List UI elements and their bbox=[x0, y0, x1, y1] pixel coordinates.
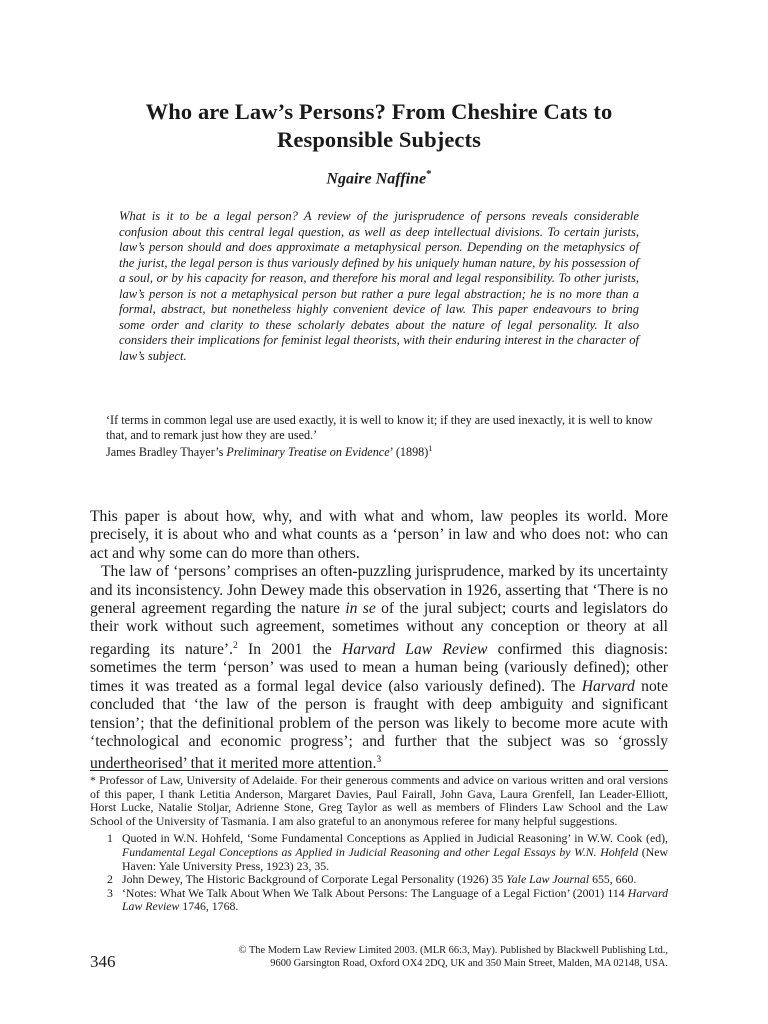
author-name: Ngaire Naffine bbox=[326, 170, 427, 188]
copyright-notice bbox=[160, 945, 668, 970]
body-paragraph-2: The law of ‘persons’ comprises an often-puzzling jurisprudence, marked by its uncertainty and its inconsistency. John Dewey made this observation in 1926, asserting that ‘There is no general agreement regarding the nature in se of the jural subject; courts and legislators do their work without such agreement, sometimes without any conception or theory at all regarding its nature’.$^2$ In 2001 the Harvard Law Review confirmed this diagnosis: sometimes the term ‘person’ was used to mean a human being (variously defined); other times it was treated as a formal legal device (also variously defined). The Harvard note concluded that ‘the law of the person is fraught with deep ambiguity and significant tension’; that the definitional problem of the person was likely to become more acute with ‘technological and economic progress’; and further that the subject was so ‘grossly undertheorised’ that it merited more attention.$^3$ bbox=[90, 563, 668, 773]
epigraph-attribution: James Bradley Thayer’s Preliminary Treatise on Evidence’ $(1898)^1$ bbox=[106, 444, 433, 460]
footnote-author: * Professor of Law, University of Adelaide. For their generous comments and advice on various written and oral versions of this paper, I thank Letitia Anderson, Margaret Davies, Paul Fairall, John Gava, Laura Grenfell, Ian Leader-Elliott, Horst Lucke, Natalie Stoljar, Adrienne Stone, Greg Taylor as well as members of Flinders Law School and the Law School of the University of Tasmania. I am also grateful to an anonymous referee for many helpful suggestions. bbox=[90, 773, 668, 828]
article-title-line-1: Who are Law’s Persons? From Cheshire Cats to bbox=[145, 99, 613, 124]
author-byline bbox=[90, 168, 668, 188]
epigraph-quote: ‘If terms in common legal use are used exactly, it is well to know it; if they are used inexactly, it is well to know that, and to remark just how they are used.’ bbox=[106, 413, 653, 442]
footnotes bbox=[90, 774, 668, 914]
footnote-divider bbox=[90, 770, 668, 771]
body-text bbox=[90, 508, 668, 774]
footnote-2: 2 John Dewey, The Historic Background of Corporate Legal Personality (1926) 35 Yale Law Journal 655, 660. bbox=[107, 872, 637, 887]
page-number: 346 bbox=[90, 952, 116, 971]
footnote-ref-1: 1 bbox=[428, 444, 433, 454]
footnote-ref-2: 2 bbox=[233, 640, 238, 651]
footnote-1: 1 Quoted in W.N. Hohfeld, ‘Some Fundamental Conceptions as Applied in Judicial Reasoning’ in W.W. Cook (ed), Fundamental Legal Conceptions as Applied in Judicial Reasoning and other Legal Essays by W.N. Hohfeld (New Haven: Yale University Press, 1923) 23, 35. bbox=[107, 831, 668, 873]
footnote-ref-3: 3 bbox=[376, 755, 382, 766]
body-paragraph-1: This paper is about how, why, and with what and whom, law peoples its world. More precisely, it is about who and what counts as a ‘person’ in law and who does not: who can act and why some can do more than others. bbox=[90, 508, 668, 562]
article-title bbox=[90, 98, 668, 154]
footnote-3: 3 ‘Notes: What We Talk About When We Talk About Persons: The Language of a Legal Fiction’ (2001) 114 Harvard Law Review 1746, 1768. bbox=[107, 885, 668, 914]
article-title-line-2: Responsible Subjects bbox=[277, 127, 481, 152]
epigraph bbox=[106, 413, 670, 460]
copyright-line-1: © The Modern Law Review Limited 2003. (MLR 66:3, May). Published by Blackwell Publishing Ltd., bbox=[238, 945, 668, 956]
author-footnote-mark: * bbox=[426, 168, 432, 180]
epigraph-work-title: Preliminary Treatise on Evidence bbox=[226, 445, 390, 460]
abstract: What is it to be a legal person? A review of the jurisprudence of persons reveals considerable confusion about this central legal question, as well as deep intellectual divisions. To certain jurists, law’s person should and does approximate a metaphysical person. Depending on the metaphysics of the jurist, the legal person is thus variously defined by his uniquely human nature, by his possession of a soul, or by his capacity for reason, and therefore his moral and legal responsibility. To other jurists, law’s person is not a metaphysical person but rather a pure legal abstraction; he is no more than a formal, abstract, but nonetheless highly convenient device of law. This paper endeavours to bring some order and clarity to these scholarly debates about the nature of legal personality. It also considers their implications for feminist legal theorists, with their enduring interest in the character of law’s subject. bbox=[119, 209, 639, 363]
copyright-line-2: 9600 Garsington Road, Oxford OX4 2DQ, UK and 350 Main Street, Malden, MA 02148, USA. bbox=[270, 957, 668, 969]
